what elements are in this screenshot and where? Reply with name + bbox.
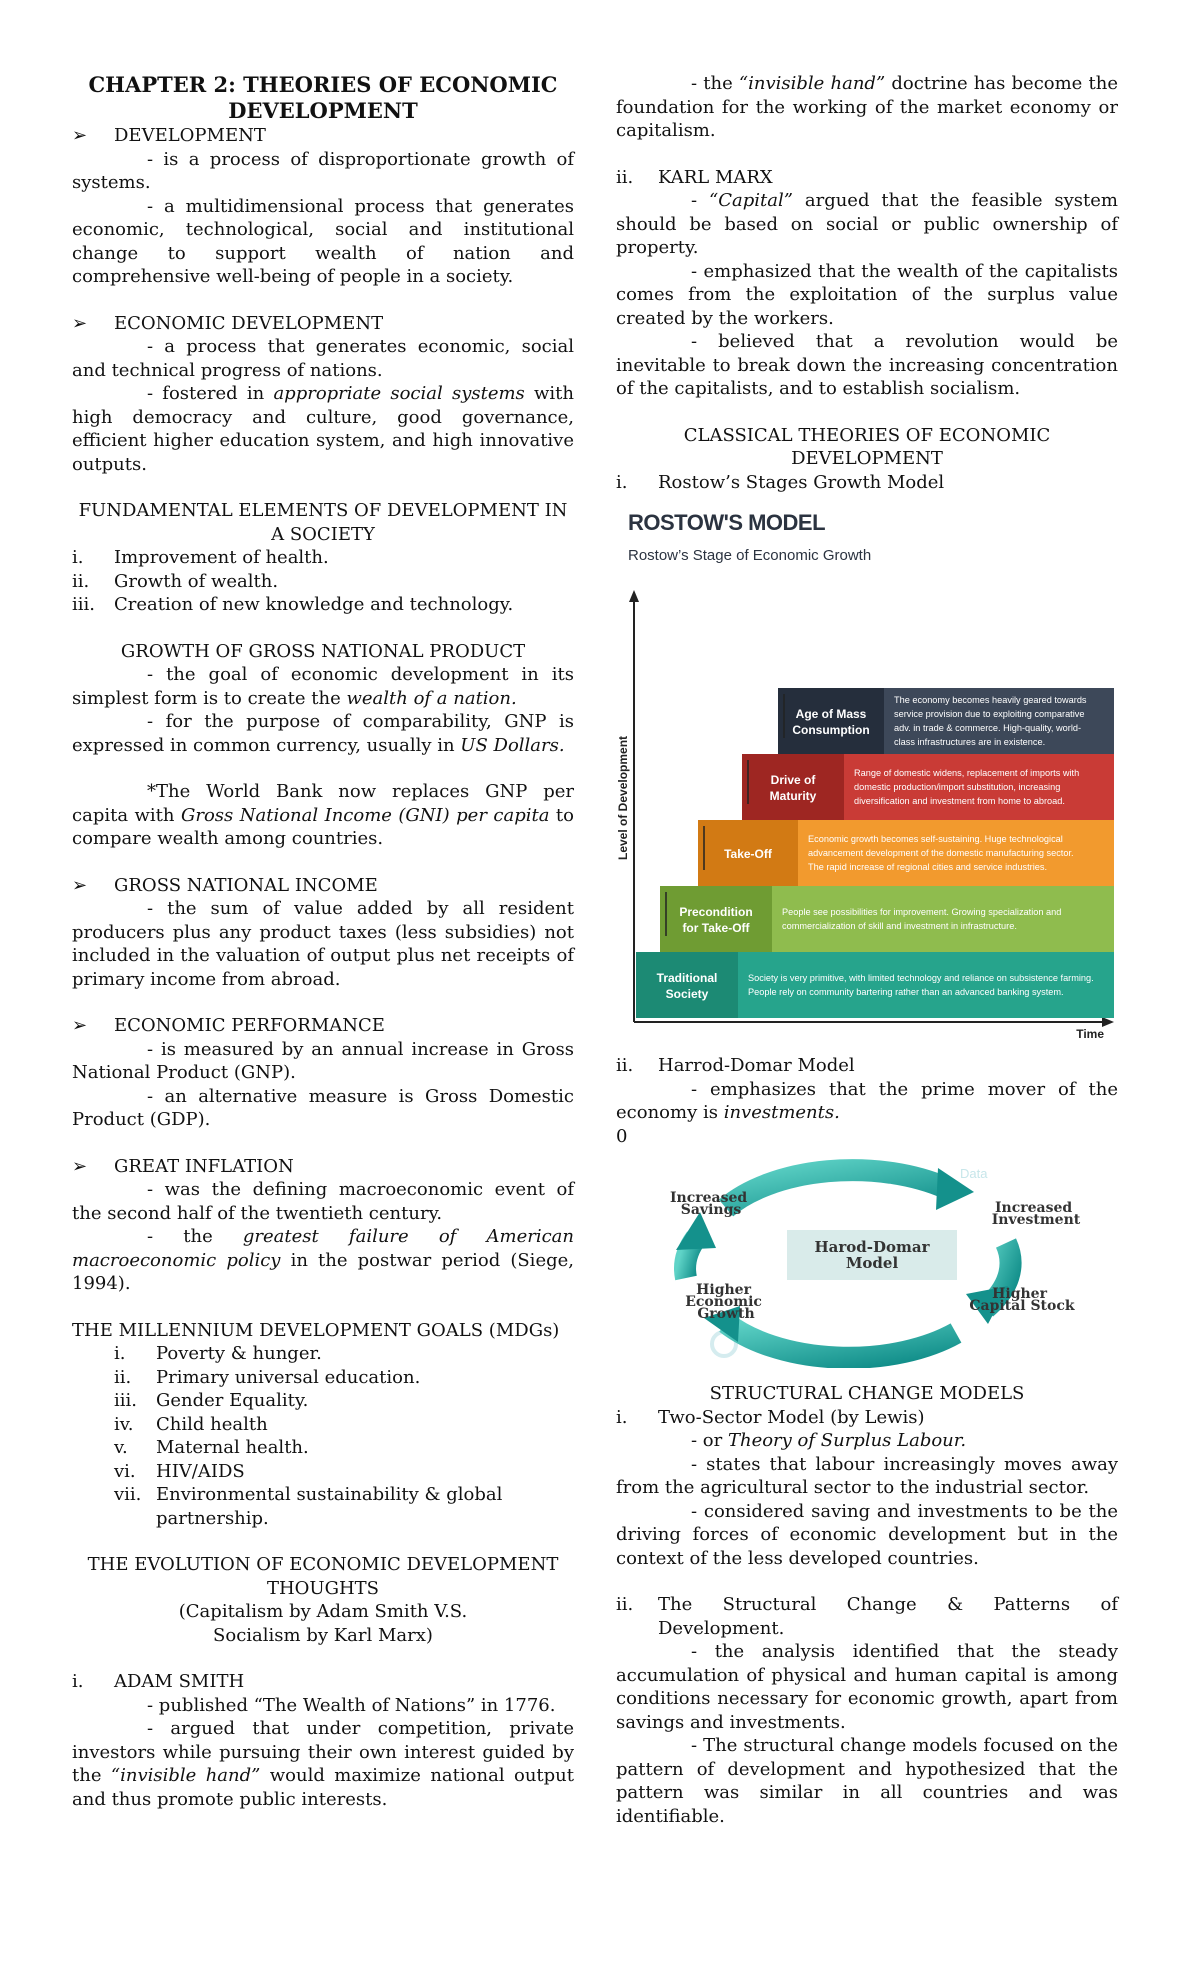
section-heading: GROSS NATIONAL INCOME [114,874,378,896]
left-column [72,72,574,1811]
stage-label-box [778,688,884,754]
paragraph: - is measured by an annual increase in Gross National Product (GNP). [72,1038,574,1083]
paragraph: - or Theory of Surplus Labour. [691,1430,967,1451]
list-item: i. Rostow’s Stages Growth Model [616,471,945,493]
label-higher-economic-growth: Higher Economic Growth [685,1282,762,1322]
stage-name: Society [665,987,709,1001]
stage-label-box [742,754,844,820]
stage-name: Maturity [769,789,817,803]
stage-description: Economic growth becomes self-sustaining. Huge technological [808,834,1063,844]
rostow-stages [636,688,1114,1018]
harrod-domar-figure [616,1148,1118,1368]
list-item [72,570,574,594]
list-item [72,546,574,570]
list-item [72,1436,574,1460]
paragraph: - states that labour increasingly moves away from the agricultural sector to the industrial sector. [616,1453,1118,1498]
paragraph: - the greatest failure of American macroeconomic policy in the postwar period (Siege, 1994). [72,1226,574,1294]
stage-description: People see possibilities for improvement. Growing specialization and [782,907,1062,917]
fundamental-list [72,546,574,617]
section-heading: THE EVOLUTION OF ECONOMIC DEVELOPMENT THOUGHTS [87,1554,559,1599]
rostow-model-figure [616,500,1118,1040]
section-heading: CLASSICAL THEORIES OF ECONOMIC DEVELOPMENT [683,424,1051,469]
list-item: i. Two-Sector Model (by Lewis) [616,1406,925,1428]
list-number: iii. [72,594,95,615]
paragraph: - published “The Wealth of Nations” in 1776. [147,1694,556,1716]
stage-description: service provision due to exploiting comparative [894,709,1085,719]
stage-description: People rely on community bartering rather than an advanced banking system. [748,987,1064,997]
label-increased-investment: Increased Investment [991,1200,1081,1228]
subheading: (Capitalism by Adam Smith V.S. [178,1601,468,1622]
section-inflation [72,1155,574,1179]
paragraph: - “Capital” argued that the feasible system should be based on social or public ownership of property. [616,190,1119,258]
chapter-title: CHAPTER 2: THEORIES OF ECONOMIC DEVELOPMENT [88,72,558,123]
stage-description: adv. in trade & commerce. High-quality, world- [894,723,1082,733]
cycle-arc-bottom [726,1323,956,1358]
list-item [72,1389,574,1413]
section-economic-development [72,312,574,336]
list-item [72,1460,574,1484]
paragraph: - considered saving and investments to be the driving forces of economic development but in the context of the less developed countries. [616,1500,1118,1569]
stage-name: Precondition [679,905,753,919]
paragraph: - is a process of disproportionate growth of systems. [72,148,574,193]
list-text: Growth of wealth. [114,570,279,592]
list-text: Gender Equality. [156,1390,309,1411]
list-number: vii. [114,1484,142,1505]
section-heading: ECONOMIC PERFORMANCE [114,1015,385,1036]
arrow-bullet-icon: ➢ [72,1015,88,1036]
y-axis-arrow-icon [629,590,639,602]
section-heading: STRUCTURAL CHANGE MODELS [709,1383,1025,1404]
paragraph: - fostered in appropriate social systems with high democracy and culture, good governance, efficient higher education system, and high innovative outputs. [72,383,574,475]
list-number: v. [114,1437,128,1458]
stage-name: Age of Mass [795,707,867,721]
arrow-bullet-icon: ➢ [72,125,88,146]
section-heading: GROWTH OF GROSS NATIONAL PRODUCT [120,640,526,662]
list-number: iii. [114,1390,137,1411]
center-label: Harod-Domar [814,1238,930,1256]
stage-name: Take-Off [724,847,772,861]
list-number: ii. [114,1366,132,1388]
section-heading: ECONOMIC DEVELOPMENT [114,312,384,334]
section-gni [72,874,574,898]
stray-zero: 0 [616,1125,628,1147]
list-text: Environmental sustainability & global partnership. [156,1484,503,1529]
list-text: Creation of new knowledge and technology. [114,594,514,615]
paragraph: - the “invisible hand” doctrine has become the foundation for the working of the market economy or capitalism. [616,73,1118,141]
section-adam-smith: i. ADAM SMITH [72,1671,245,1692]
list-number: iv. [114,1413,134,1435]
stage-name: Traditional [656,971,718,985]
arrow-bullet-icon: ➢ [72,874,88,896]
stage-name: for Take-Off [682,921,750,935]
right-column [616,72,1118,1828]
note-paragraph: *The World Bank now replaces GNP per capita with Gross National Income (GNI) per capita to compare wealth among countries. [72,781,574,849]
list-item [72,1342,574,1366]
paragraph: - emphasized that the wealth of the capitalists comes from the exploitation of the surplus value created by the workers. [616,260,1118,329]
arrow-bullet-icon: ➢ [72,1155,88,1177]
section-heading: FUNDAMENTAL ELEMENTS OF DEVELOPMENT IN A SOCIETY [78,500,568,545]
paragraph: - a process that generates economic, social and technical progress of nations. [72,336,574,381]
paragraph: - The structural change models focused on the pattern of development and hypothesized that the pattern was similar in all countries and was identifiable. [616,1735,1118,1827]
section-heading: THE MILLENNIUM DEVELOPMENT GOALS (MDGs) [72,1319,560,1341]
stage-description: domestic production/import substitution, increasing [854,782,1061,792]
arrow-bullet-icon: ➢ [72,312,88,334]
subheading: Socialism by Karl Marx) [213,1624,433,1646]
section-heading: GREAT INFLATION [114,1155,294,1177]
stage-description: diversification and investment from home to abroad. [854,796,1065,806]
stage-description: commercialization of skill and investment in infrastructure. [782,921,1017,931]
x-axis-label: Time [1076,1027,1104,1040]
stage-name: Consumption [792,723,870,737]
mdg-list [72,1342,574,1530]
figure-title: ROSTOW'S MODEL [628,510,826,535]
paragraph: - the goal of economic development in its simplest form is to create the wealth of a nation. [72,664,574,709]
cycle-arc-top [726,1170,946,1208]
section-heading: DEVELOPMENT [114,125,266,146]
stage-description: The rapid increase of regional cities and service industries. [808,862,1047,872]
stage-description: Society is very primitive, with limited technology and reliance on subsistence farming. [748,973,1094,983]
y-axis-label: Level of Development [616,735,630,860]
section-development [72,124,574,148]
section-karl-marx: ii. KARL MARX [616,166,773,188]
label-increased-savings: Increased Savings [669,1190,748,1218]
list-item: ii. The Structural Change & Patterns of Development. [616,1594,1118,1639]
list-number: i. [114,1343,126,1364]
paragraph: - the analysis identified that the steady accumulation of physical and human capital is among conditions necessary for economic growth, apart from savings and investments. [616,1641,1118,1733]
list-text: Poverty & hunger. [156,1343,322,1364]
stage-description: Range of domestic widens, replacement of imports with [854,768,1080,778]
list-text: HIV/AIDS [156,1460,245,1482]
section-heading: KARL MARX [658,166,773,188]
list-text: Improvement of health. [114,547,329,568]
list-item [72,1413,574,1437]
list-item [72,1366,574,1390]
list-number: vi. [114,1460,136,1482]
stage-label-box [660,886,772,952]
list-number: i. [72,547,84,568]
center-label: Model [845,1254,899,1272]
stage-description: class infrastructures are in existence. [894,737,1046,747]
list-item [72,593,574,617]
list-text: Child health [156,1413,268,1435]
label-higher-capital-stock: Higher Capital Stock [969,1286,1075,1314]
x-axis-arrow-icon [1102,1017,1114,1027]
stage-description: advancement development of the domestic manufacturing sector. [808,848,1074,858]
paragraph: - a multidimensional process that generates economic, technological, social and institutional change to support wealth of nation and comprehensive well-being of people in a society. [72,195,574,287]
paragraph: - was the defining macroeconomic event of the second half of the twentieth century. [72,1179,574,1224]
stage-name: Drive of [770,773,816,787]
list-text: Maternal health. [156,1437,309,1458]
paragraph: - an alternative measure is Gross Domestic Product (GDP). [72,1085,574,1130]
list-text: Primary universal education. [156,1366,421,1388]
figure-subtitle: Rostow’s Stage of Economic Growth [628,547,872,564]
watermark: Data [960,1166,988,1181]
paragraph: - emphasizes that the prime mover of the economy is investments. [616,1078,1118,1123]
paragraph: - the sum of value added by all resident producers plus any product taxes (less subsidies) not included in the valuation of output plus net receipts of primary income from abroad. [72,898,574,990]
list-item [72,1483,574,1530]
paragraph: - for the purpose of comparability, GNP is expressed in common currency, usually in US Dollars. [72,711,574,756]
list-number: ii. [72,570,90,592]
paragraph: - argued that under competition, private investors while pursuing their own interest guided by the “invisible hand” would maximize national output and thus promote public interests. [72,1718,574,1810]
stage-description: The economy becomes heavily geared towards [894,695,1087,705]
section-harrod-domar: ii. Harrod-Domar Model [616,1055,855,1076]
section-heading: Harrod-Domar Model [658,1055,855,1076]
paragraph: - believed that a revolution would be inevitable to break down the increasing concentration of the capitalists, and to establish socialism. [616,331,1118,399]
stage-label-box [636,952,738,1018]
section-heading: ADAM SMITH [114,1671,245,1692]
section-performance [72,1014,574,1038]
